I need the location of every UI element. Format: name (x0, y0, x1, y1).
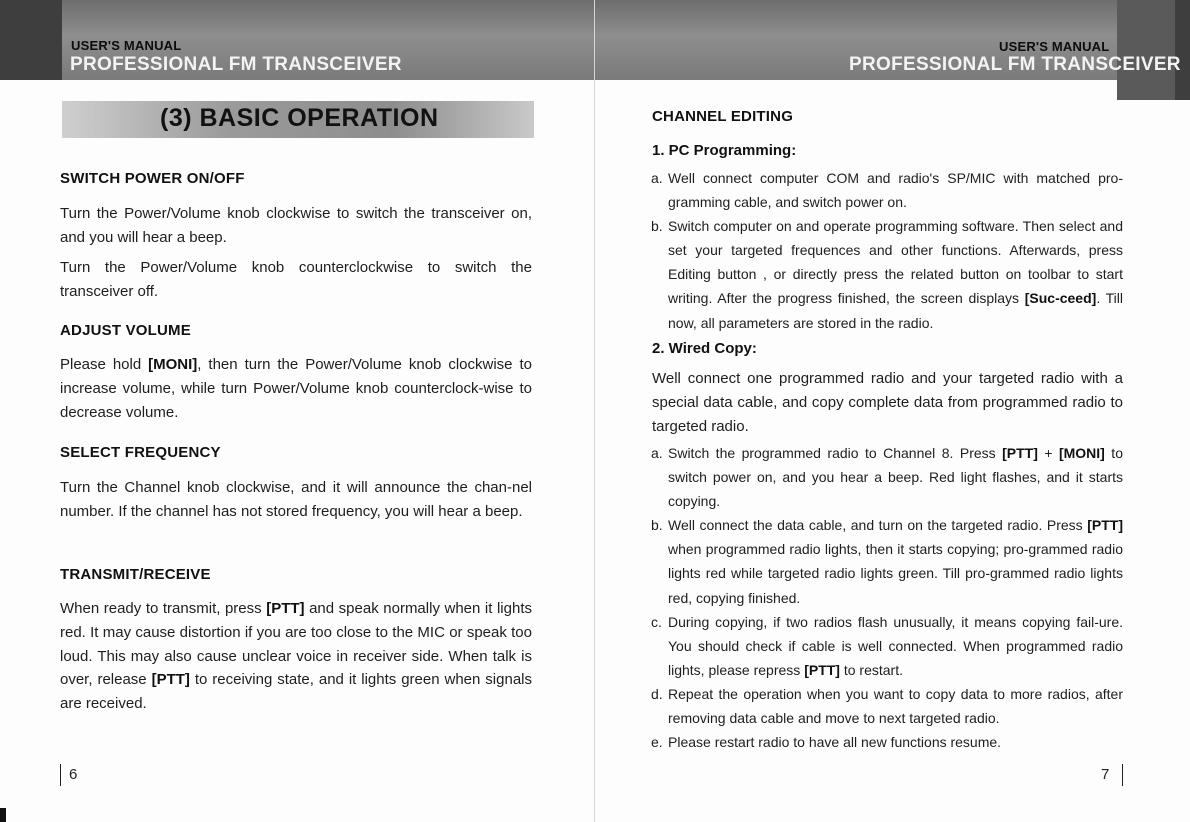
list-item: a. Switch the programmed radio to Channel 8. Press [PTT] + [MONI] to switch power on, and you hear a beep. Red light flashes, and it starts copying. (651, 445, 1123, 510)
page-number-left: 6 (69, 766, 78, 783)
key-moni: [MONI] (148, 356, 198, 373)
right-header-tab (1117, 0, 1175, 100)
list-item: e. Please restart radio to have all new functions resume. (651, 734, 1002, 751)
list-item: b. Well connect the data cable, and turn on the targeted radio. Press [PTT] when programmed radio lights, then it starts copying; pro-grammed radio lights red while targeted radio lights green. Till pro-grammed radio lights red, copying finished. (651, 517, 1123, 606)
page-number-right: 7 (1101, 766, 1110, 783)
paragraph-wired-copy-intro: Well connect one programmed radio and your targeted radio with a special data cable, and copy complete data from programmed radio to targeted radio. (652, 370, 1123, 435)
key-ptt: [PTT] (1087, 517, 1123, 534)
paragraph-power-off: Turn the Power/Volume knob counterclockwise to switch the transceiver off. (60, 259, 532, 300)
heading-pc-programming: 1. PC Programming: (652, 142, 797, 159)
left-header-dark-edge (0, 0, 62, 80)
paragraph-adjust-volume: Please hold [MONI], then turn the Power/Volume knob clockwise to increase volume, while turn Power/Volume knob counterclock-wise to decrease volume. (60, 356, 532, 421)
heading-adjust-volume: ADJUST VOLUME (60, 322, 191, 339)
paragraph-select-frequency: Turn the Channel knob clockwise, and it will announce the chan-nel number. If the channel has not stored frequency, you will hear a beep. (60, 479, 532, 520)
key-ptt: [PTT] (266, 600, 305, 617)
key-ptt: [PTT] (151, 671, 190, 689)
heading-switch-power: SWITCH POWER ON/OFF (60, 170, 245, 187)
key-ptt: [PTT] (1002, 445, 1038, 461)
paragraph-power-on: Turn the Power/Volume knob clockwise to switch the transceiver on, and you will hear a beep. (60, 205, 532, 246)
folio-rule (60, 764, 61, 786)
list-item: a. Well connect computer COM and radio's SP/MIC with matched pro-gramming cable, and switch power on. (651, 170, 1123, 211)
right-header-manual-label: USER'S MANUAL (999, 39, 1110, 54)
list-item: b. Switch computer on and operate programming software. Then select and set your targeted frequences and other functions. Afterwards, press Editing button , or directly press the related button on toolbar to start writing. After the progress finished, the screen displays [Suc-ceed]. Till now, all parameters are stored in the radio. (651, 218, 1123, 331)
heading-transmit-receive: TRANSMIT/RECEIVE (60, 566, 211, 583)
heading-wired-copy: 2. Wired Copy: (652, 340, 757, 357)
right-header-product-title: PROFESSIONAL FM TRANSCEIVER (849, 54, 1181, 75)
key-moni: [MONI] (1058, 445, 1105, 461)
heading-channel-editing: CHANNEL EDITING (652, 108, 794, 125)
key-ptt: [PTT] (804, 661, 840, 678)
left-header-manual-label: USER'S MANUAL (71, 38, 182, 53)
list-item: c. During copying, if two radios flash unusually, it means copying fail-ure. You should check if cable is well connected. When programmed radio lights, please repress [PTT] to restart. (651, 613, 1123, 678)
wired-copy-list (651, 441, 1123, 754)
left-header-product-title: PROFESSIONAL FM TRANSCEIVER (70, 54, 402, 75)
right-header-dark-edge (1175, 0, 1190, 100)
scan-corner-mark (0, 808, 6, 822)
section-banner-title: (3) BASIC OPERATION (160, 104, 439, 132)
folio-rule (1122, 764, 1123, 786)
left-page (0, 0, 594, 822)
pc-programming-list (651, 166, 1123, 335)
list-item: d. Repeat the operation when you want to copy data to more radios, after removing data cable and move to next targeted radio. (651, 685, 1123, 727)
key-succeed: [Suc-ceed] (1024, 290, 1097, 307)
heading-select-frequency: SELECT FREQUENCY (60, 444, 221, 461)
paragraph-transmit-receive: When ready to transmit, press [PTT] and speak normally when it lights red. It may cause distortion if you are too close to the MIC or speak too loud. This may also cause unclear voice in receiver side. When talk is over, release [PTT] to receiving state, and it lights green when signals are received. (60, 600, 532, 713)
